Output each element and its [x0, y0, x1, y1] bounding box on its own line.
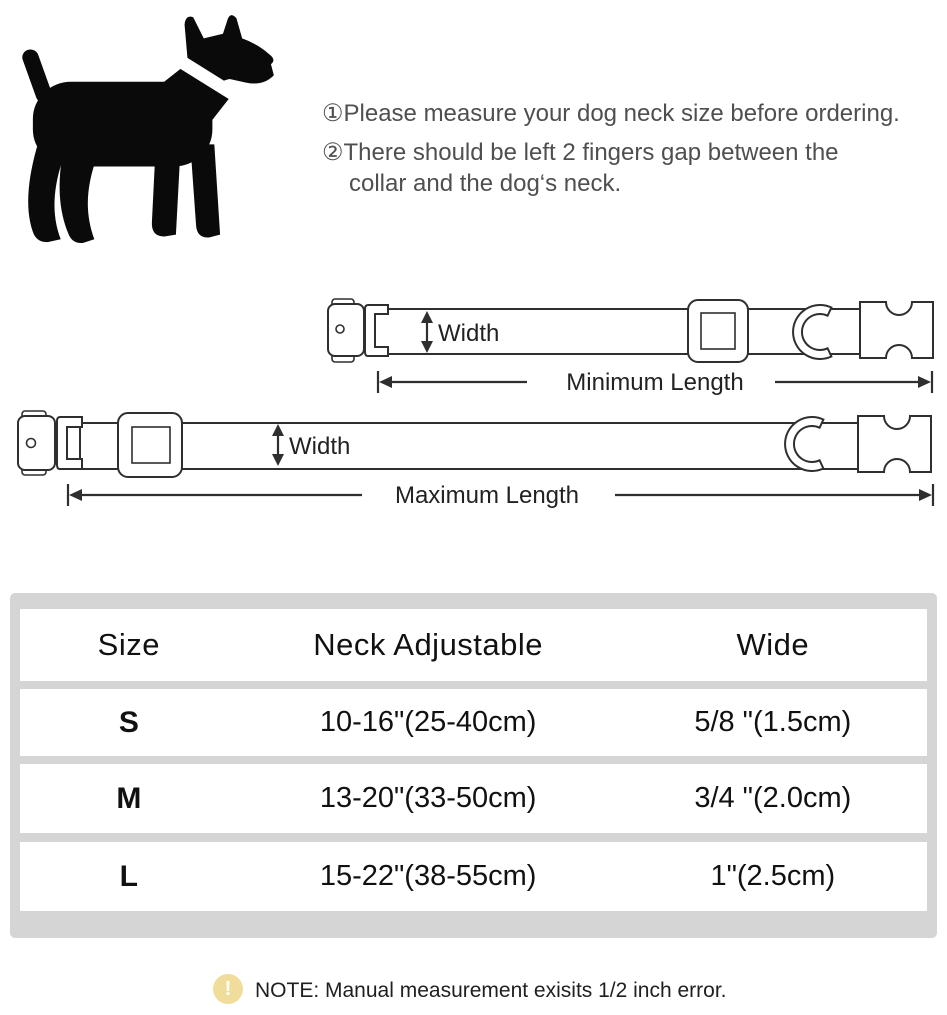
table-header-row: [20, 609, 927, 681]
minimum-length-label: Minimum Length: [566, 369, 744, 396]
maximum-length-label: Maximum Length: [394, 482, 580, 509]
dog-rear-leg: [60, 148, 95, 243]
instruction-2-continued: collar and the dog‘s neck.: [349, 170, 622, 197]
neck-value: 10-16"(25-40cm): [319, 706, 537, 738]
instruction-1: ①Please measure your dog neck size before ordering.: [322, 100, 900, 127]
exclamation-icon: !: [213, 974, 243, 1004]
header-neck-adjustable: Neck Adjustable: [313, 627, 544, 662]
header-size: Size: [97, 627, 160, 662]
dog-front-leg: [190, 144, 220, 237]
header-wide: Wide: [736, 627, 810, 662]
neck-value: 13-20"(33-50cm): [319, 782, 537, 814]
instruction-2: ②There should be left 2 fingers gap between the: [322, 139, 839, 166]
buckle-clip-icon: [860, 302, 933, 358]
width-label: Width: [438, 320, 500, 347]
table-row-m: [20, 764, 927, 833]
maximum-length-dimension: [68, 482, 933, 509]
size-value: M: [116, 781, 142, 815]
table-row-s: [20, 689, 927, 756]
dog-front-leg: [152, 144, 181, 236]
wide-value: 3/4 "(2.0cm): [694, 782, 852, 814]
width-label: Width: [289, 433, 351, 460]
neck-value: 15-22"(38-55cm): [319, 860, 537, 892]
collar-diagram-maximum: [0, 403, 947, 515]
minimum-length-dimension: [378, 369, 932, 396]
collar-strap: [80, 423, 870, 469]
tri-glide-slider-icon: [688, 300, 748, 362]
wide-value: 1"(2.5cm): [710, 860, 836, 892]
size-value: L: [119, 859, 138, 893]
buckle-clip-icon: [858, 416, 931, 472]
size-table: [10, 593, 937, 938]
dog-silhouette-icon: [6, 8, 294, 266]
side-release-buckle-icon: [18, 411, 82, 475]
wide-value: 5/8 "(1.5cm): [694, 706, 852, 738]
size-value: S: [118, 705, 139, 739]
collar-diagram-minimum: [320, 295, 947, 405]
tri-glide-slider-icon: [118, 413, 182, 477]
note-text: NOTE: Manual measurement exisits 1/2 inch error.: [255, 979, 727, 1002]
table-row-l: [20, 842, 927, 911]
